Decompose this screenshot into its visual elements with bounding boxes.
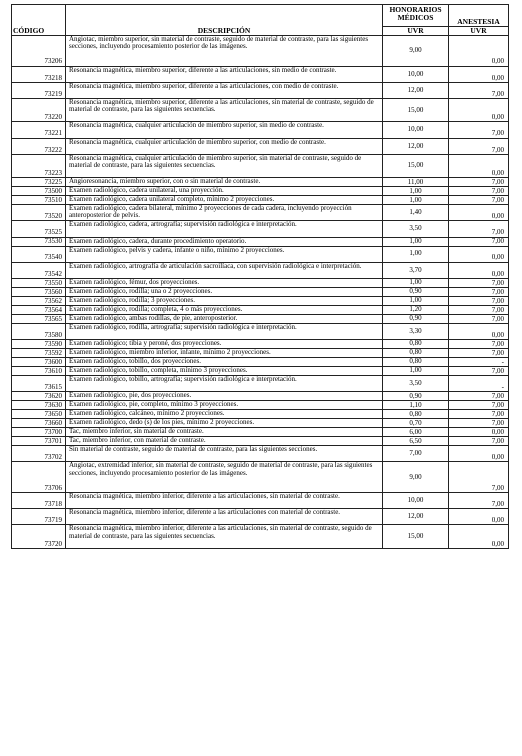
anesthesia-cell: 0,00 [449,205,509,221]
description-cell: Resonancia magnética, miembro inferior, diferente a las articulaciones, sin material de contraste. [66,493,383,509]
description-cell: Resonancia magnética, miembro superior, diferente a las articulaciones, sin material de contraste, seguido de material de contraste, para las siguientes secuencias. [66,98,383,121]
table-row [12,419,509,428]
description-cell: Examen radiológico, tobillo, artrografía; supervisión radiológica e interpretación. [66,376,383,392]
description-cell: Angiotac, miembro superior, sin material de contraste, seguido de material de contraste, para las siguientes secciones, incluyendo procesamiento posterior de las imágenes. [66,36,383,67]
table-row [12,446,509,462]
code-cell: 73542 [12,262,66,278]
fee-cell: 0,80 [383,410,449,419]
anesthesia-cell: 7,00 [449,305,509,314]
table-row [12,509,509,525]
description-cell: Examen radiológico, cadera, durante procedimiento operatorio. [66,237,383,246]
anesthesia-cell: 0,00 [449,98,509,121]
table-row [12,525,509,548]
table-row [12,349,509,358]
table-row [12,493,509,509]
anesthesia-cell: 0,00 [449,262,509,278]
description-cell: Examen radiológico, cadera, artrografía; supervisión radiológica e interpretación. [66,221,383,237]
description-cell: Tac, miembro inferior, sin material de contraste. [66,428,383,437]
fee-cell: 1,00 [383,237,449,246]
table-row [12,278,509,287]
code-cell: 73564 [12,305,66,314]
fees-unit-header: UVR [383,27,449,36]
description-cell: Examen radiológico, pie, dos proyecciones. [66,392,383,401]
anesthesia-cell: 7,00 [449,122,509,138]
table-row [12,410,509,419]
fee-cell: 3,50 [383,376,449,392]
description-cell: Examen radiológico; tibia y peroné, dos proyecciones. [66,340,383,349]
anesthesia-header: ANESTESIA [449,5,509,27]
table-row [12,262,509,278]
fee-cell: 0,90 [383,314,449,323]
code-cell: 73719 [12,509,66,525]
description-cell: Examen radiológico, ambas rodillas, de pie, anteroposterior. [66,314,383,323]
anesthesia-cell: 7,00 [449,178,509,187]
code-cell: 73701 [12,437,66,446]
anesthesia-cell: 7,00 [449,278,509,287]
code-cell: 73615 [12,376,66,392]
anesthesia-cell: 7,00 [449,392,509,401]
code-header: CÓDIGO [12,5,66,36]
fee-cell: 9,00 [383,36,449,67]
anesthesia-cell: 7,00 [449,349,509,358]
table-body [12,36,509,549]
description-cell: Angiotac, extremidad inferior, sin material de contraste, seguido de material de contraste, para las siguientes secciones, incluyendo procesamiento posterior de las imágenes. [66,462,383,493]
anesthesia-cell: 7,00 [449,419,509,428]
code-cell: 73720 [12,525,66,548]
description-cell: Resonancia magnética, cualquier articulación de miembro superior, sin medio de contraste. [66,122,383,138]
fee-cell: 9,00 [383,462,449,493]
table-row [12,205,509,221]
fee-cell: 10,00 [383,66,449,82]
description-cell: Resonancia magnética, miembro inferior, diferente a las articulaciones con material de contraste. [66,509,383,525]
table-row [12,401,509,410]
code-cell: 73520 [12,205,66,221]
code-cell: 73225 [12,178,66,187]
anesthesia-cell: 7,00 [449,196,509,205]
table-row [12,462,509,493]
table-row [12,98,509,121]
table-row [12,314,509,323]
fee-cell: 1,00 [383,278,449,287]
fee-cell: 3,30 [383,323,449,339]
table-row [12,358,509,367]
anesthesia-cell: 7,00 [449,138,509,154]
table-row [12,392,509,401]
table-row [12,323,509,339]
anesthesia-cell: - [449,358,509,367]
description-cell: Examen radiológico, calcáneo, mínimo 2 proyecciones. [66,410,383,419]
fee-cell: 1,20 [383,305,449,314]
anesthesia-cell: 7,00 [449,82,509,98]
description-cell: Tac, miembro inferior, con material de contraste. [66,437,383,446]
anesthesia-cell: 7,00 [449,237,509,246]
description-cell: Sin material de contraste, seguido de material de contraste, para las siguientes secciones. [66,446,383,462]
anesthesia-cell: 0,00 [449,36,509,67]
anesthesia-cell: - [449,376,509,392]
fee-cell: 12,00 [383,509,449,525]
table-row [12,138,509,154]
fee-cell: 10,00 [383,122,449,138]
anesthesia-cell: 0,00 [449,509,509,525]
anesthesia-cell: 0,00 [449,66,509,82]
code-cell: 73706 [12,462,66,493]
fee-cell: 0,80 [383,358,449,367]
description-cell: Resonancia magnética, miembro superior, diferente a las articulaciones, con medio de contraste. [66,82,383,98]
anesthesia-cell: 7,00 [449,221,509,237]
table-row [12,122,509,138]
fee-cell: 1,00 [383,196,449,205]
description-cell: Resonancia magnética, cualquier articulación de miembro superior, con medio de contraste. [66,138,383,154]
table-row [12,376,509,392]
code-cell: 73620 [12,392,66,401]
code-cell: 73206 [12,36,66,67]
code-cell: 73219 [12,82,66,98]
code-cell: 73220 [12,98,66,121]
description-cell: Examen radiológico, dedo (s) de los pies, mínimo 2 proyecciones. [66,419,383,428]
code-cell: 73660 [12,419,66,428]
description-cell: Examen radiológico, rodilla; una o 2 proyecciones. [66,287,383,296]
anesthesia-cell: 7,00 [449,462,509,493]
code-cell: 73610 [12,367,66,376]
fee-cell: 6,00 [383,428,449,437]
fee-cell: 1,00 [383,367,449,376]
fee-cell: 0,80 [383,349,449,358]
table-row [12,66,509,82]
table-row [12,305,509,314]
table-row [12,178,509,187]
anesthesia-cell: 0,00 [449,428,509,437]
anesthesia-cell: 7,00 [449,437,509,446]
code-cell: 73630 [12,401,66,410]
anesthesia-cell: 7,00 [449,493,509,509]
anesthesia-cell: 0,00 [449,323,509,339]
description-cell: Examen radiológico, rodilla, artrografía; supervisión radiológica e interpretación. [66,323,383,339]
fee-cell: 15,00 [383,98,449,121]
description-cell: Examen radiológico, cadera unilateral, una proyección. [66,187,383,196]
fee-cell: 1,40 [383,205,449,221]
fee-cell: 1,00 [383,296,449,305]
table-row [12,428,509,437]
code-cell: 73223 [12,154,66,177]
description-cell: Resonancia magnética, miembro superior, diferente a las articulaciones, sin medio de contraste. [66,66,383,82]
table-row [12,367,509,376]
anesthesia-cell: 7,00 [449,340,509,349]
description-cell: Examen radiológico, cadera unilateral completo, mínimo 2 proyecciones. [66,196,383,205]
fee-cell: 7,00 [383,446,449,462]
anesthesia-unit-header: UVR [449,27,509,36]
table-row [12,287,509,296]
description-cell: Examen radiológico, cadera bilateral, mínimo 2 proyecciones de cada cadera, incluyendo proyección anteroposterior de pelvis. [66,205,383,221]
table-row [12,196,509,205]
code-cell: 73718 [12,493,66,509]
code-cell: 73600 [12,358,66,367]
fee-table [11,4,509,549]
code-cell: 73525 [12,221,66,237]
description-cell: Examen radiológico, tobillo, completa, mínimo 3 proyecciones. [66,367,383,376]
description-cell: Examen radiológico, rodilla; 3 proyecciones. [66,296,383,305]
fee-cell: 15,00 [383,154,449,177]
fee-cell: 0,70 [383,419,449,428]
fee-cell: 12,00 [383,138,449,154]
code-cell: 73702 [12,446,66,462]
description-cell: Examen radiológico, pelvis y cadera, infante o niño, mínimo 2 proyecciones. [66,246,383,262]
fee-cell: 1,10 [383,401,449,410]
code-cell: 73530 [12,237,66,246]
code-cell: 73550 [12,278,66,287]
fee-cell: 15,00 [383,525,449,548]
table-row [12,437,509,446]
code-cell: 73222 [12,138,66,154]
description-cell: Resonancia magnética, cualquier articulación de miembro superior, sin material de contraste, seguido de material de contraste, para las siguientes secuencias. [66,154,383,177]
fee-cell: 3,70 [383,262,449,278]
code-cell: 73500 [12,187,66,196]
code-cell: 73560 [12,287,66,296]
table-row [12,187,509,196]
anesthesia-cell: 0,00 [449,246,509,262]
code-cell: 73592 [12,349,66,358]
anesthesia-cell: 7,00 [449,367,509,376]
fee-cell: 0,90 [383,392,449,401]
fee-cell: 0,90 [383,287,449,296]
anesthesia-cell: 0,00 [449,154,509,177]
fee-cell: 6,50 [383,437,449,446]
table-row [12,154,509,177]
code-cell: 73221 [12,122,66,138]
code-cell: 73650 [12,410,66,419]
description-header: DESCRIPCIÓN [66,5,383,36]
code-cell: 73565 [12,314,66,323]
fees-header: HONORARIOS MÉDICOS [383,5,449,27]
anesthesia-cell: 7,00 [449,410,509,419]
fee-cell: 0,80 [383,340,449,349]
description-cell: Examen radiológico, fémur, dos proyecciones. [66,278,383,287]
anesthesia-cell: 7,00 [449,296,509,305]
description-cell: Resonancia magnética, miembro inferior, diferente a las articulaciones, sin material de contraste, seguido de material de contraste, para las siguientes secuencias. [66,525,383,548]
code-cell: 73218 [12,66,66,82]
code-cell: 73580 [12,323,66,339]
anesthesia-cell: 0,00 [449,525,509,548]
anesthesia-cell: 7,00 [449,287,509,296]
table-row [12,296,509,305]
fee-cell: 12,00 [383,82,449,98]
anesthesia-cell: 0,00 [449,446,509,462]
fee-cell: 1,00 [383,246,449,262]
anesthesia-cell: 7,00 [449,314,509,323]
table-row [12,246,509,262]
description-cell: Examen radiológico, miembro inferior, infante, mínimo 2 proyecciones. [66,349,383,358]
fee-cell: 10,00 [383,493,449,509]
anesthesia-cell: 7,00 [449,401,509,410]
code-cell: 73562 [12,296,66,305]
table-row [12,237,509,246]
table-row [12,82,509,98]
description-cell: Angioresonancia, miembro superior, con o sin material de contraste. [66,178,383,187]
description-cell: Examen radiológico, rodilla; completa, 4 o más proyecciones. [66,305,383,314]
fee-cell: 11,00 [383,178,449,187]
code-cell: 73590 [12,340,66,349]
code-cell: 73700 [12,428,66,437]
description-cell: Examen radiológico, pie, completo, mínimo 3 proyecciones. [66,401,383,410]
table-row [12,221,509,237]
code-cell: 73510 [12,196,66,205]
fee-cell: 3,50 [383,221,449,237]
fee-cell: 1,00 [383,187,449,196]
description-cell: Examen radiológico, tobillo, dos proyecciones. [66,358,383,367]
table-row [12,340,509,349]
description-cell: Examen radiológico, artrografía de articulación sacroilíaca, con supervisión radiológica e interpretación. [66,262,383,278]
anesthesia-cell: 7,00 [449,187,509,196]
code-cell: 73540 [12,246,66,262]
table-row [12,36,509,67]
